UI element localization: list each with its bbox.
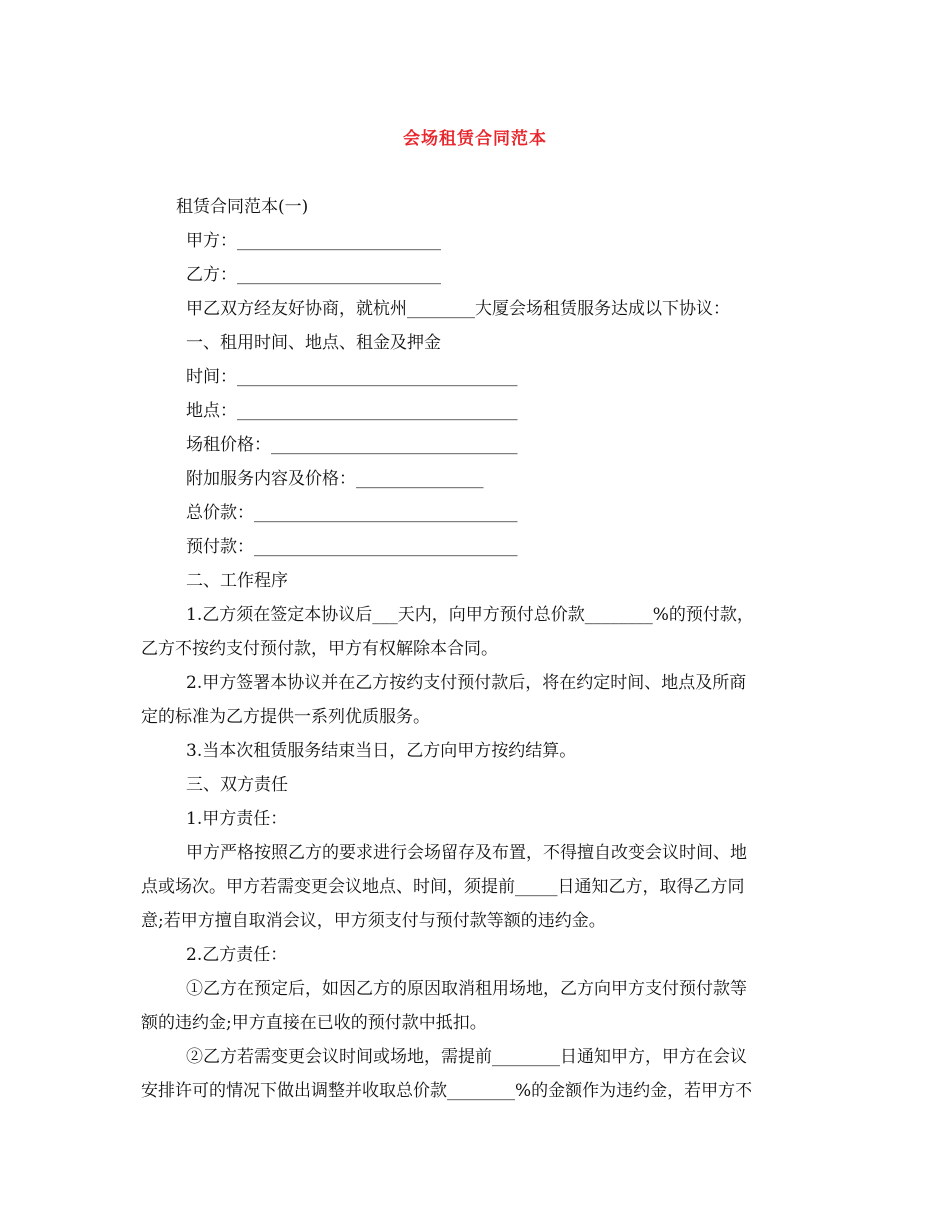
paragraph-line: ②乙方若需变更会议时间或场地，需提前________日通知甲方，甲方在会议 [186, 1047, 747, 1067]
agreement-intro: 甲乙双方经友好协商，就杭州________大厦会场租赁服务达成以下协议： [186, 299, 730, 319]
clause-heading-2: 二、工作程序 [186, 571, 288, 591]
clause-heading-3: 三、双方责任 [186, 775, 288, 795]
prepayment-field: 预付款：_______________________________ [186, 537, 518, 557]
sub-heading: 1.甲方责任： [186, 809, 288, 829]
paragraph-line: 1.乙方须在签定本协议后___天内，向甲方预付总价款________%的预付款， [186, 605, 754, 625]
time-field: 时间：_________________________________ [186, 367, 518, 387]
extra-service-field: 附加服务内容及价格：_______________ [186, 469, 484, 489]
paragraph-line: 意;若甲方擅自取消会议，甲方须支付与预付款等额的违约金。 [141, 911, 606, 931]
location-field: 地点：_________________________________ [186, 401, 518, 421]
paragraph-line: 3.当本次租赁服务结束当日，乙方向甲方按约结算。 [186, 741, 577, 761]
document-title: 会场租赁合同范本 [403, 129, 547, 149]
paragraph-line: 额的违约金;甲方直接在已收的预付款中抵扣。 [141, 1013, 487, 1033]
paragraph-line: 定的标准为乙方提供一系列优质服务。 [141, 707, 430, 727]
sub-heading: 2.乙方责任： [186, 945, 288, 965]
total-price-field: 总价款：_______________________________ [186, 503, 518, 523]
paragraph-line: 甲方严格按照乙方的要求进行会场留存及布置，不得擅自改变会议时间、地 [186, 843, 747, 863]
paragraph-line: 2.甲方签署本协议并在乙方按约支付预付款后，将在约定时间、地点及所商 [186, 673, 747, 693]
paragraph-line: 点或场次。甲方若需变更会议地点、时间，须提前_____日通知乙方，取得乙方同 [141, 877, 745, 897]
clause-heading-1: 一、租用时间、地点、租金及押金 [186, 333, 441, 353]
paragraph-line: 乙方不按约支付预付款，甲方有权解除本合同。 [141, 639, 498, 659]
party-a-field: 甲方：________________________ [186, 231, 441, 251]
rent-price-field: 场租价格：_____________________________ [186, 435, 518, 455]
section-heading: 租赁合同范本(一) [176, 197, 309, 217]
paragraph-line: 安排许可的情况下做出调整并收取总价款________%的金额作为违约金，若甲方不 [141, 1081, 753, 1101]
paragraph-line: ①乙方在预定后，如因乙方的原因取消租用场地，乙方向甲方支付预付款等 [186, 979, 747, 999]
party-b-field: 乙方：________________________ [186, 265, 441, 285]
